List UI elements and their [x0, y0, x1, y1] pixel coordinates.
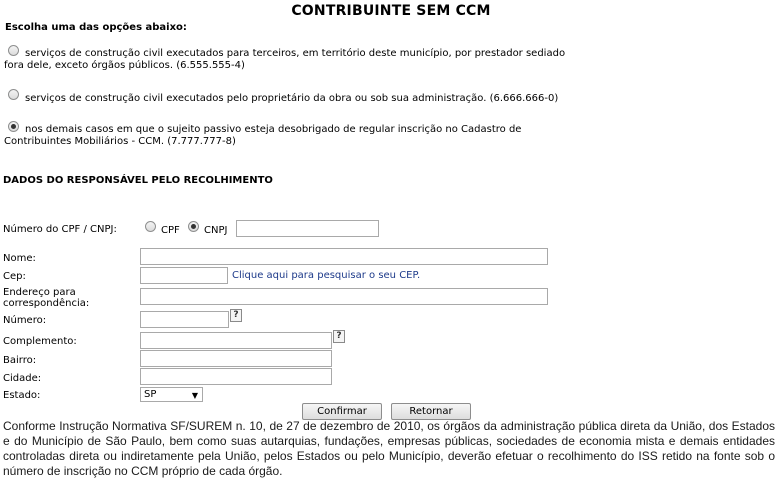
- numero-label: Número:: [3, 315, 47, 326]
- cidade-input[interactable]: [140, 368, 332, 385]
- doc-number-input[interactable]: [236, 220, 379, 237]
- option-text-3-line2: Contribuintes Mobiliários - CCM. (7.777.777-8): [4, 136, 236, 147]
- radio-icon[interactable]: [8, 45, 19, 56]
- endereco-label-line1: Endereço para: [3, 287, 76, 298]
- option-radio-2[interactable]: [8, 89, 19, 101]
- numero-help-icon[interactable]: ?: [230, 309, 242, 322]
- complemento-help-icon[interactable]: ?: [333, 330, 345, 343]
- option-radio-1[interactable]: [8, 45, 19, 57]
- doc-number-label: Número do CPF / CNPJ:: [3, 224, 117, 235]
- radio-icon[interactable]: [188, 221, 199, 232]
- legal-note: Conforme Instrução Normativa SF/SUREM n. 10, de 27 de dezembro de 2010, os órgãos da administração pública direta da União, dos Estados e do Município de São Paulo, bem como suas autarquias, fundações, empresas públicas, sociedades de economia mista e demais entidades controladas direta ou indiretamente pela União, pelos Estados ou pelo Município, deverão efetuar o recolhimento do ISS retido na fonte sob o número de inscrição no CCM próprio de cada órgão.: [3, 419, 775, 478]
- nome-label: Nome:: [3, 253, 36, 264]
- endereco-input[interactable]: [140, 288, 548, 305]
- estado-select[interactable]: [140, 387, 203, 402]
- estado-selected-value: SP: [144, 389, 157, 400]
- chevron-down-icon: ▼: [191, 391, 198, 400]
- complemento-label: Complemento:: [3, 336, 77, 347]
- complemento-input[interactable]: [140, 332, 332, 349]
- numero-input[interactable]: [140, 311, 229, 328]
- cnpj-label: CNPJ: [204, 225, 228, 236]
- option-text-1-line2: fora dele, exceto órgãos públicos. (6.555.555-4): [4, 60, 245, 71]
- nome-input[interactable]: [140, 248, 548, 265]
- radio-icon[interactable]: [8, 121, 19, 132]
- section-title: DADOS DO RESPONSÁVEL PELO RECOLHIMENTO: [3, 175, 273, 186]
- cidade-label: Cidade:: [3, 373, 42, 384]
- estado-label: Estado:: [3, 390, 41, 401]
- option-text-2: serviços de construção civil executados pelo proprietário da obra ou sob sua administração. (6.666.666-0): [25, 93, 559, 104]
- option-text-3-line1: nos demais casos em que o sujeito passivo esteja desobrigado de regular inscrição no Cadastro de: [25, 124, 522, 135]
- cpf-label: CPF: [161, 225, 180, 236]
- options-heading: Escolha uma das opções abaixo:: [5, 22, 187, 33]
- back-button[interactable]: Retornar: [391, 403, 471, 420]
- cep-search-link[interactable]: Clique aqui para pesquisar o seu CEP.: [232, 270, 421, 281]
- cep-input[interactable]: [140, 267, 228, 284]
- option-text-1-line1: serviços de construção civil executados para terceiros, em território deste município, por prestador sediado: [25, 48, 566, 59]
- cep-label: Cep:: [3, 271, 26, 282]
- bairro-label: Bairro:: [3, 355, 37, 366]
- endereco-label-line2: correspondência:: [3, 298, 90, 309]
- bairro-input[interactable]: [140, 350, 332, 367]
- cnpj-radio[interactable]: [188, 221, 199, 233]
- page-title: CONTRIBUINTE SEM CCM: [291, 3, 491, 19]
- cpf-radio[interactable]: [145, 221, 156, 233]
- option-radio-3[interactable]: [8, 121, 19, 133]
- radio-icon[interactable]: [145, 221, 156, 232]
- radio-icon[interactable]: [8, 89, 19, 100]
- confirm-button[interactable]: Confirmar: [302, 403, 382, 420]
